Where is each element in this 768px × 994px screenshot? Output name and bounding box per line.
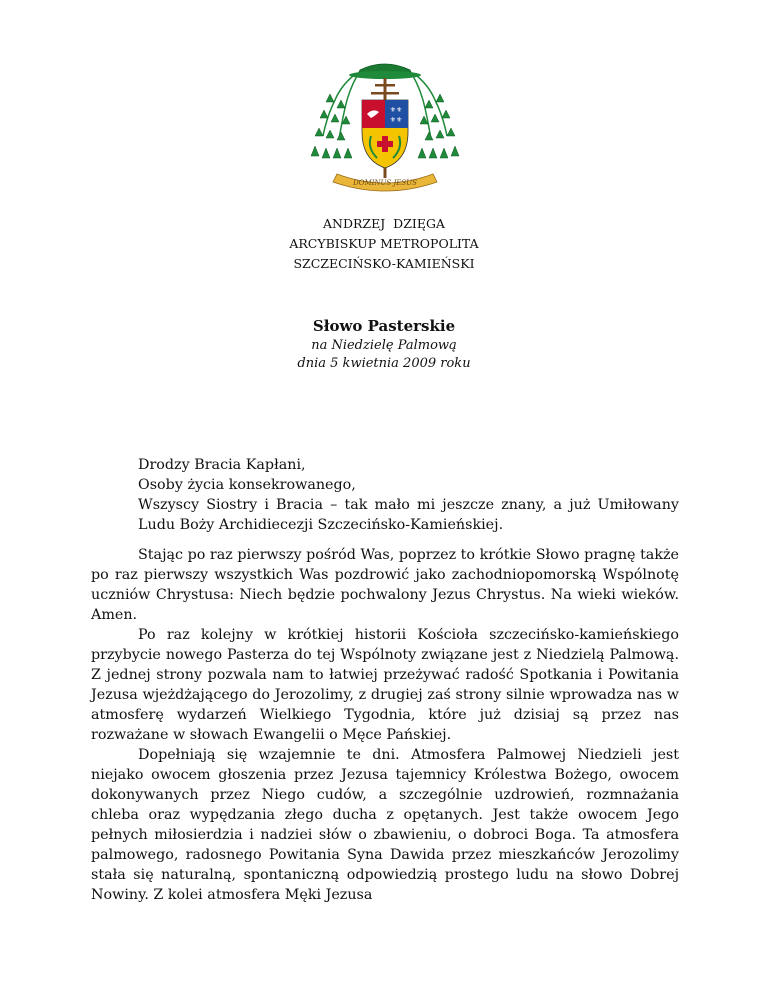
left-tassels-icon — [311, 76, 357, 158]
document-title: Słowo Pasterskie — [312, 317, 456, 335]
letter-body — [91, 545, 679, 905]
author-role: ARCYBISKUP METROPOLITA — [289, 236, 479, 251]
motto-text: DOMINUS JESUS — [353, 179, 417, 187]
archbishop-coat-of-arms — [305, 56, 465, 196]
svg-text:⚜⚜: ⚜⚜ — [389, 116, 403, 124]
shield-icon — [362, 100, 408, 168]
greeting-line-2: Osoby życia konsekrowanego, — [138, 477, 356, 493]
document-subtitle-occasion: na Niedzielę Palmową — [311, 338, 457, 353]
svg-text:⚜⚜: ⚜⚜ — [389, 106, 403, 114]
document-subtitle-date: dnia 5 kwietnia 2009 roku — [297, 356, 471, 371]
paragraph-1: Stając po raz pierwszy pośród Was, poprzez to krótkie Słowo pragnę także po raz pierwszy wszystkich Was pozdrowić jako zachodniopomorską Wspólnotę uczniów Chrystusa: Niech będzie pochwalony Jezus Chrystus. Na wieki wieków. Amen. — [91, 547, 679, 623]
author-name: ANDRZEJ DZIĘGA — [323, 216, 445, 231]
author-header — [0, 214, 768, 274]
right-tassels-icon — [413, 76, 459, 158]
greeting — [138, 455, 679, 535]
paragraph-3: Dopełniają się wzajemnie te dni. Atmosfera Palmowej Niedzieli jest niejako owocem głoszenia przez Jezusa tajemnicy Królestwa Bożego, owocem dokonywanych przez Niego cudów, a szczególnie uzdrowień, rozmnażania chleba oraz wypędzania złego ducha z opętanych. Jest także owocem Jego pełnych miłosierdzia i nadziei słów o zbawieniu, o dobroci Boga. Ta atmosfera palmowego, radosnego Powitania Syna Dawida przez mieszkańców Jerozolimy stała się naturalną, spontaniczną odpowiedzią prostego ludu na słowo Dobrej Nowiny. Z kolei atmosfera Męki Jezusa — [91, 747, 679, 903]
paragraph-2: Po raz kolejny w krótkiej historii Kościoła szczecińsko-kamieńskiego przybycie nowego Pasterza do tej Wspólnoty związane jest z Niedzielą Palmową. Z jednej strony pozwala nam to łatwiej przeżywać radość Spotkania i Powitania Jezusa wjeżdżającego do Jerozolimy, z drugiej zaś strony silnie wprowadza nas w atmosferę wydarzeń Wielkiego Tygodnia, które już dzisiaj są przez nas rozważane w słowach Ewangelii o Męce Pańskiej. — [91, 627, 679, 743]
author-diocese: SZCZECIŃSKO-KAMIEŃSKI — [293, 256, 475, 271]
greeting-line-3: Wszyscy Siostry i Bracia – tak mało mi jeszcze znany, a już Umiłowany Ludu Boży Archidiecezji Szczecińsko-Kamieńskiej. — [138, 497, 679, 533]
greeting-line-1: Drodzy Bracia Kapłani, — [138, 457, 306, 473]
title-block — [0, 315, 768, 373]
galero-hat-icon — [349, 64, 421, 79]
